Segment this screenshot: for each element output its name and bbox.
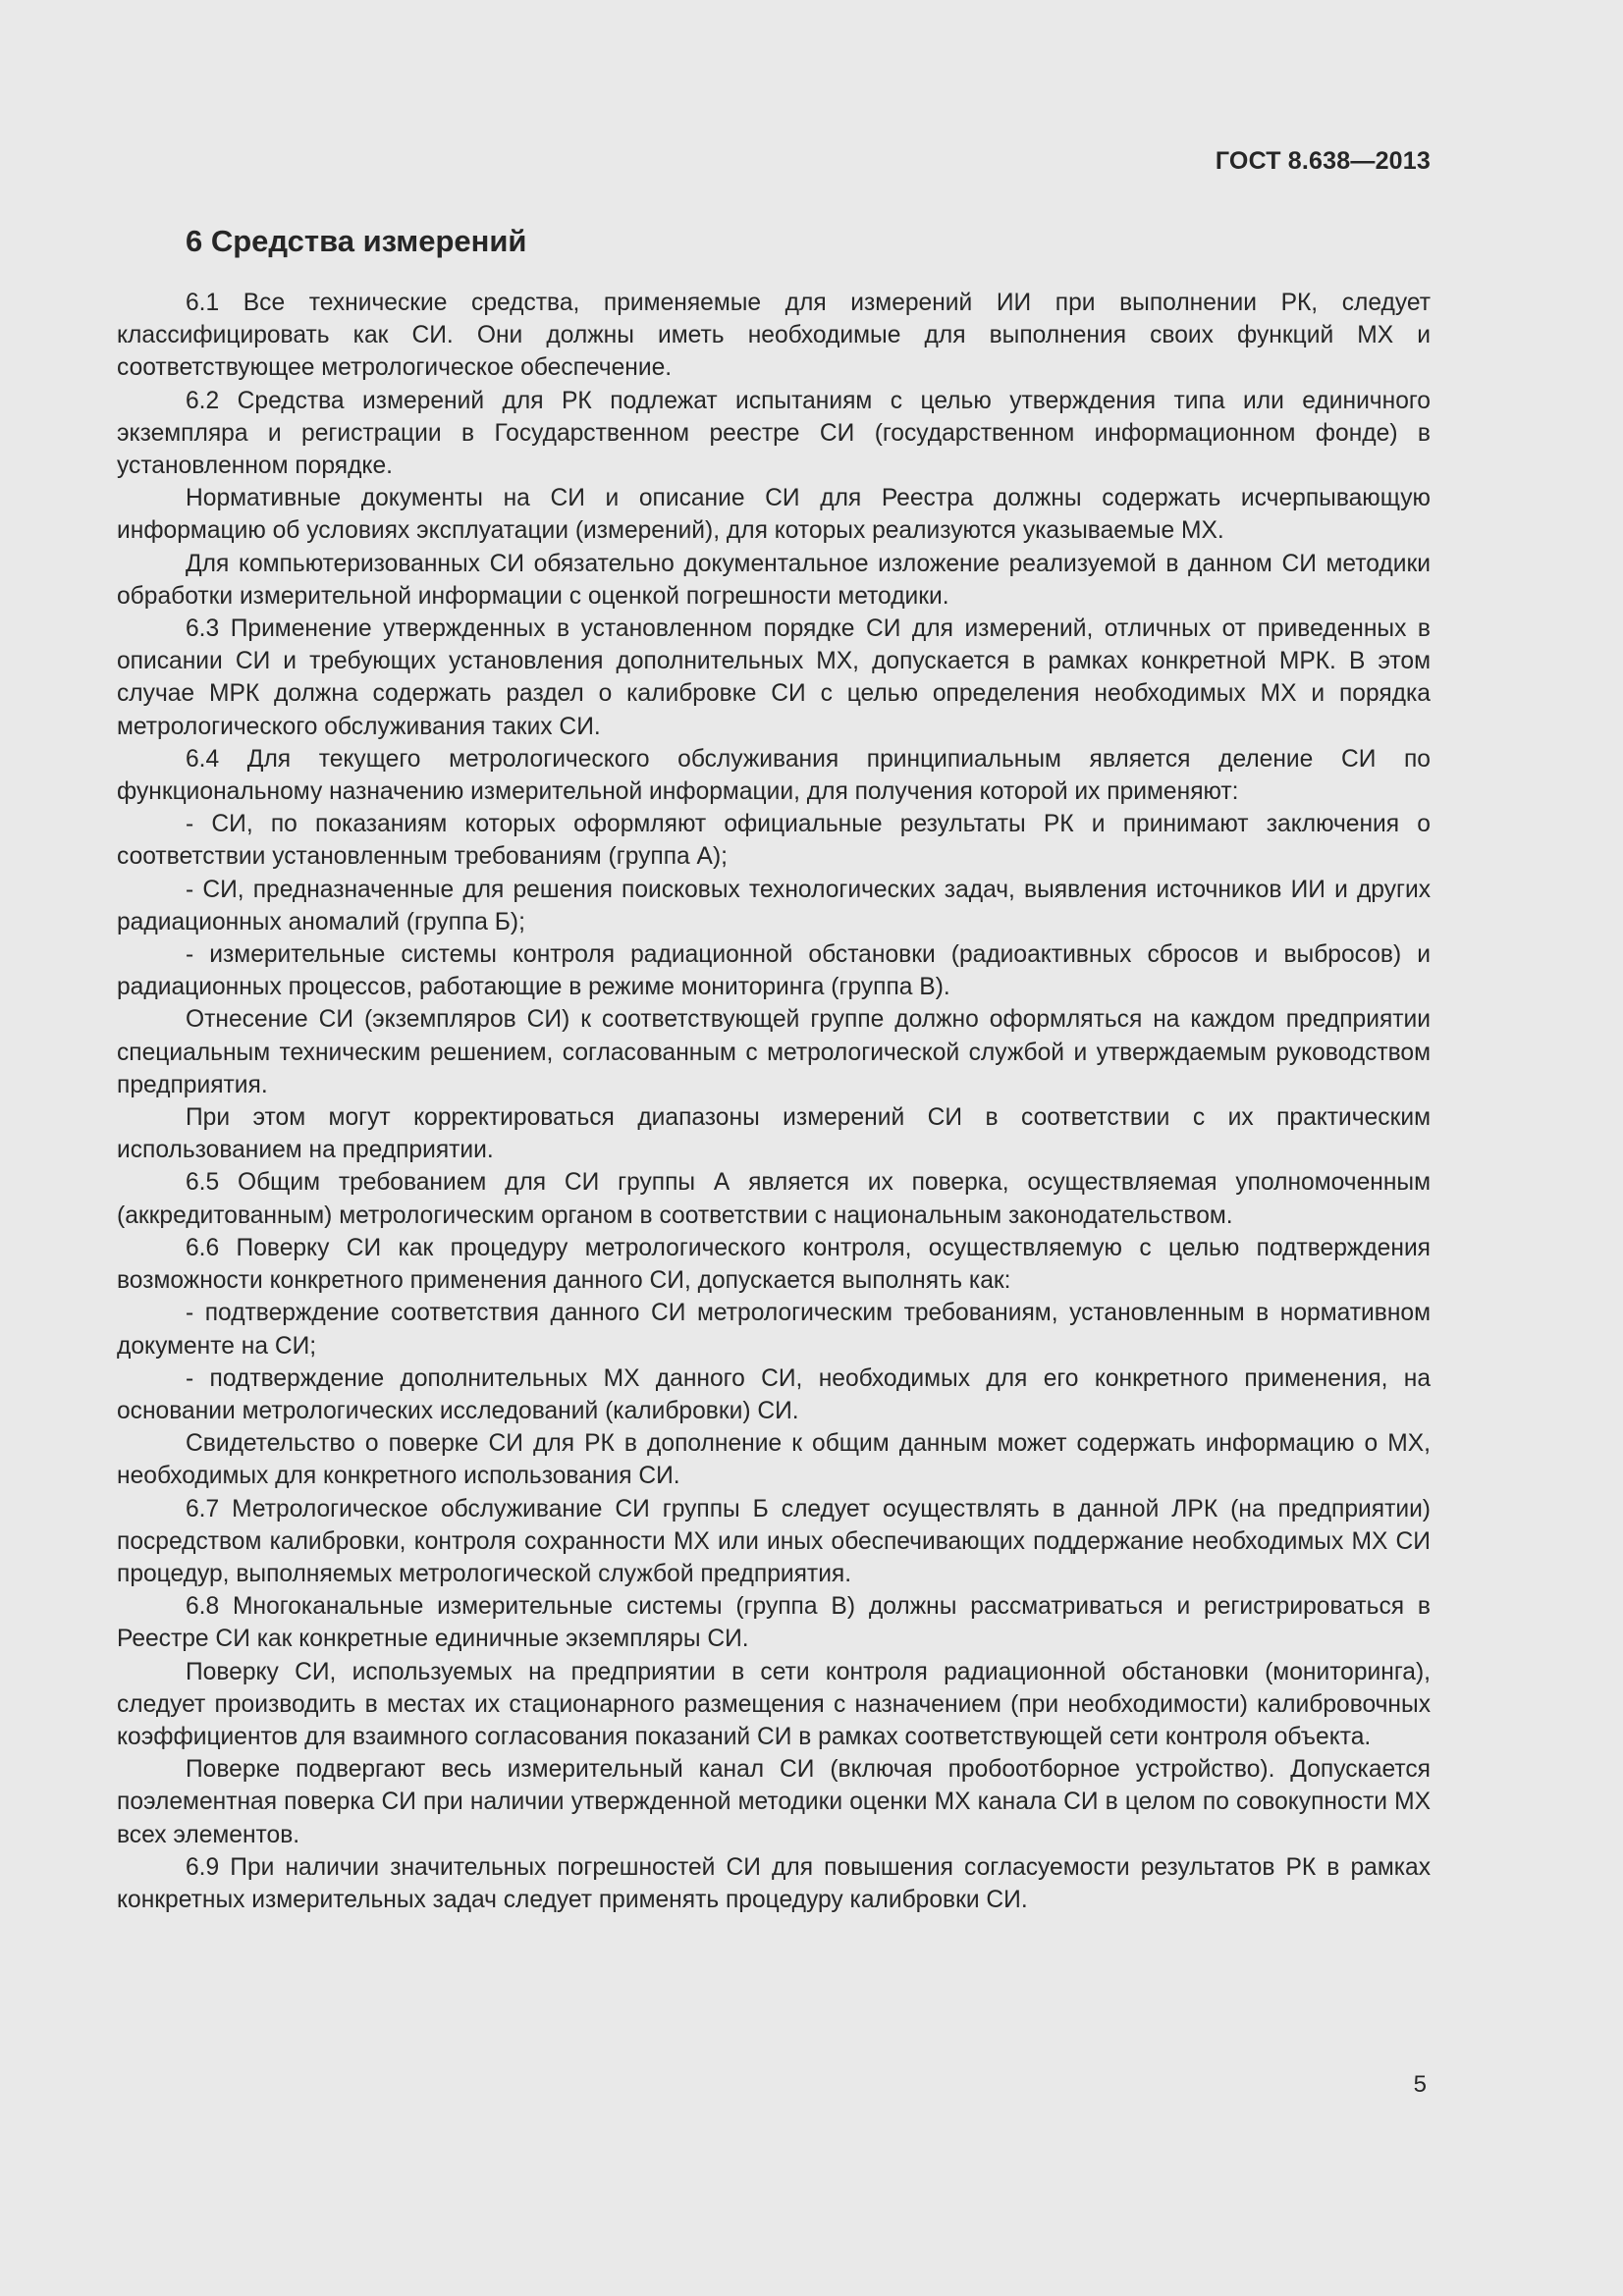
paragraph: Отнесение СИ (экземпляров СИ) к соответствующей группе должно оформляться на каждом предприятии специальным техническим решением, согласованным с метрологической службой и утверждаемым руководством предприятия. (117, 1006, 1431, 1098)
paragraph-6-4: 6.4 Для текущего метрологического обслуживания принципиальным является деление СИ по функциональному назначению измерительной информации, для получения которой их применяют: (117, 745, 1431, 806)
list-item: - подтверждение дополнительных МХ данного СИ, необходимых для его конкретного применения, на основании метрологических исследований (калибровки) СИ. (117, 1364, 1431, 1424)
paragraph-6-2: 6.2 Средства измерений для РК подлежат испытаниям с целью утверждения типа или единичного экземпляра и регистрации в Государственном реестре СИ (государственном информационном фонде) в установленном порядке. (117, 387, 1431, 480)
paragraph: Для компьютеризованных СИ обязательно документальное изложение реализуемой в данном СИ методики обработки измерительной информации с оценкой погрешности методики. (117, 550, 1431, 610)
page-number: 5 (1413, 2071, 1427, 2098)
paragraph-6-3: 6.3 Применение утвержденных в установленном порядке СИ для измерений, отличных от приведенных в описании СИ и требующих установления дополнительных МХ, допускается в рамках конкретной МРК. В этом случае МРК должна содержать раздел о калибровке СИ с целью определения необходимых МХ и порядка метрологического обслуживания таких СИ. (117, 615, 1431, 740)
standard-designation: ГОСТ 8.638—2013 (1215, 147, 1431, 175)
section-body (117, 287, 1431, 1916)
paragraph-6-9: 6.9 При наличии значительных погрешностей СИ для повышения согласуемости результатов РК в рамках конкретных измерительных задач следует применять процедуру калибровки СИ. (117, 1853, 1431, 1913)
paragraph: При этом могут корректироваться диапазоны измерений СИ в соответствии с их практическим использованием на предприятии. (117, 1104, 1431, 1164)
paragraph-6-7: 6.7 Метрологическое обслуживание СИ группы Б следует осуществлять в данной ЛРК (на предприятии) посредством калибровки, контроля сохранности МХ или иных обеспечивающих поддержание необходимых МХ СИ процедур, выполняемых метрологической службой предприятия. (117, 1495, 1431, 1587)
list-item: - измерительные системы контроля радиационной обстановки (радиоактивных сбросов и выбросов) и радиационных процессов, работающие в режиме мониторинга (группа В). (117, 941, 1431, 1001)
paragraph: Поверке подвергают весь измерительный канал СИ (включая пробоотборное устройство). Допускается поэлементная поверка СИ при наличии утвержденной методики оценки МХ канала СИ в целом по совокупности МХ всех элементов. (117, 1756, 1431, 1848)
paragraph: Нормативные документы на СИ и описание СИ для Реестра должны содержать исчерпывающую информацию об условиях эксплуатации (измерений), для которых реализуются указываемые МХ. (117, 485, 1431, 545)
list-item: - подтверждение соответствия данного СИ метрологическим требованиям, установленным в нормативном документе на СИ; (117, 1300, 1431, 1360)
paragraph-6-1: 6.1 Все технические средства, применяемые для измерений ИИ при выполнении РК, следует классифицировать как СИ. Они должны иметь необходимые для выполнения своих функций МХ и соответствующее метрологическое обеспечение. (117, 290, 1431, 382)
paragraph: Поверку СИ, используемых на предприятии в сети контроля радиационной обстановки (мониторинга), следует производить в местах их стационарного размещения с назначением (при необходимости) калибровочных коэффициентов для взаимного согласования показаний СИ в рамках соответствующей сети контроля объекта. (117, 1658, 1431, 1750)
paragraph-6-6: 6.6 Поверку СИ как процедуру метрологического контроля, осуществляемую с целью подтверждения возможности конкретного применения данного СИ, допускается выполнять как: (117, 1234, 1431, 1295)
paragraph-6-5: 6.5 Общим требованием для СИ группы А является их поверка, осуществляемая уполномоченным (аккредитованным) метрологическим органом в соответствии с национальным законодательством. (117, 1169, 1431, 1229)
section-title: 6 Средства измерений (186, 224, 527, 258)
list-item: - СИ, предназначенные для решения поисковых технологических задач, выявления источников ИИ и других радиационных аномалий (группа Б); (117, 876, 1431, 935)
list-item: - СИ, по показаниям которых оформляют официальные результаты РК и принимают заключения о соответствии установленным требованиям (группа А); (117, 811, 1431, 871)
paragraph-6-8: 6.8 Многоканальные измерительные системы (группа В) должны рассматриваться и регистрироваться в Реестре СИ как конкретные единичные экземпляры СИ. (117, 1593, 1431, 1653)
paragraph: Свидетельство о поверке СИ для РК в дополнение к общим данным может содержать информацию о МХ, необходимых для конкретного использования СИ. (117, 1430, 1431, 1490)
